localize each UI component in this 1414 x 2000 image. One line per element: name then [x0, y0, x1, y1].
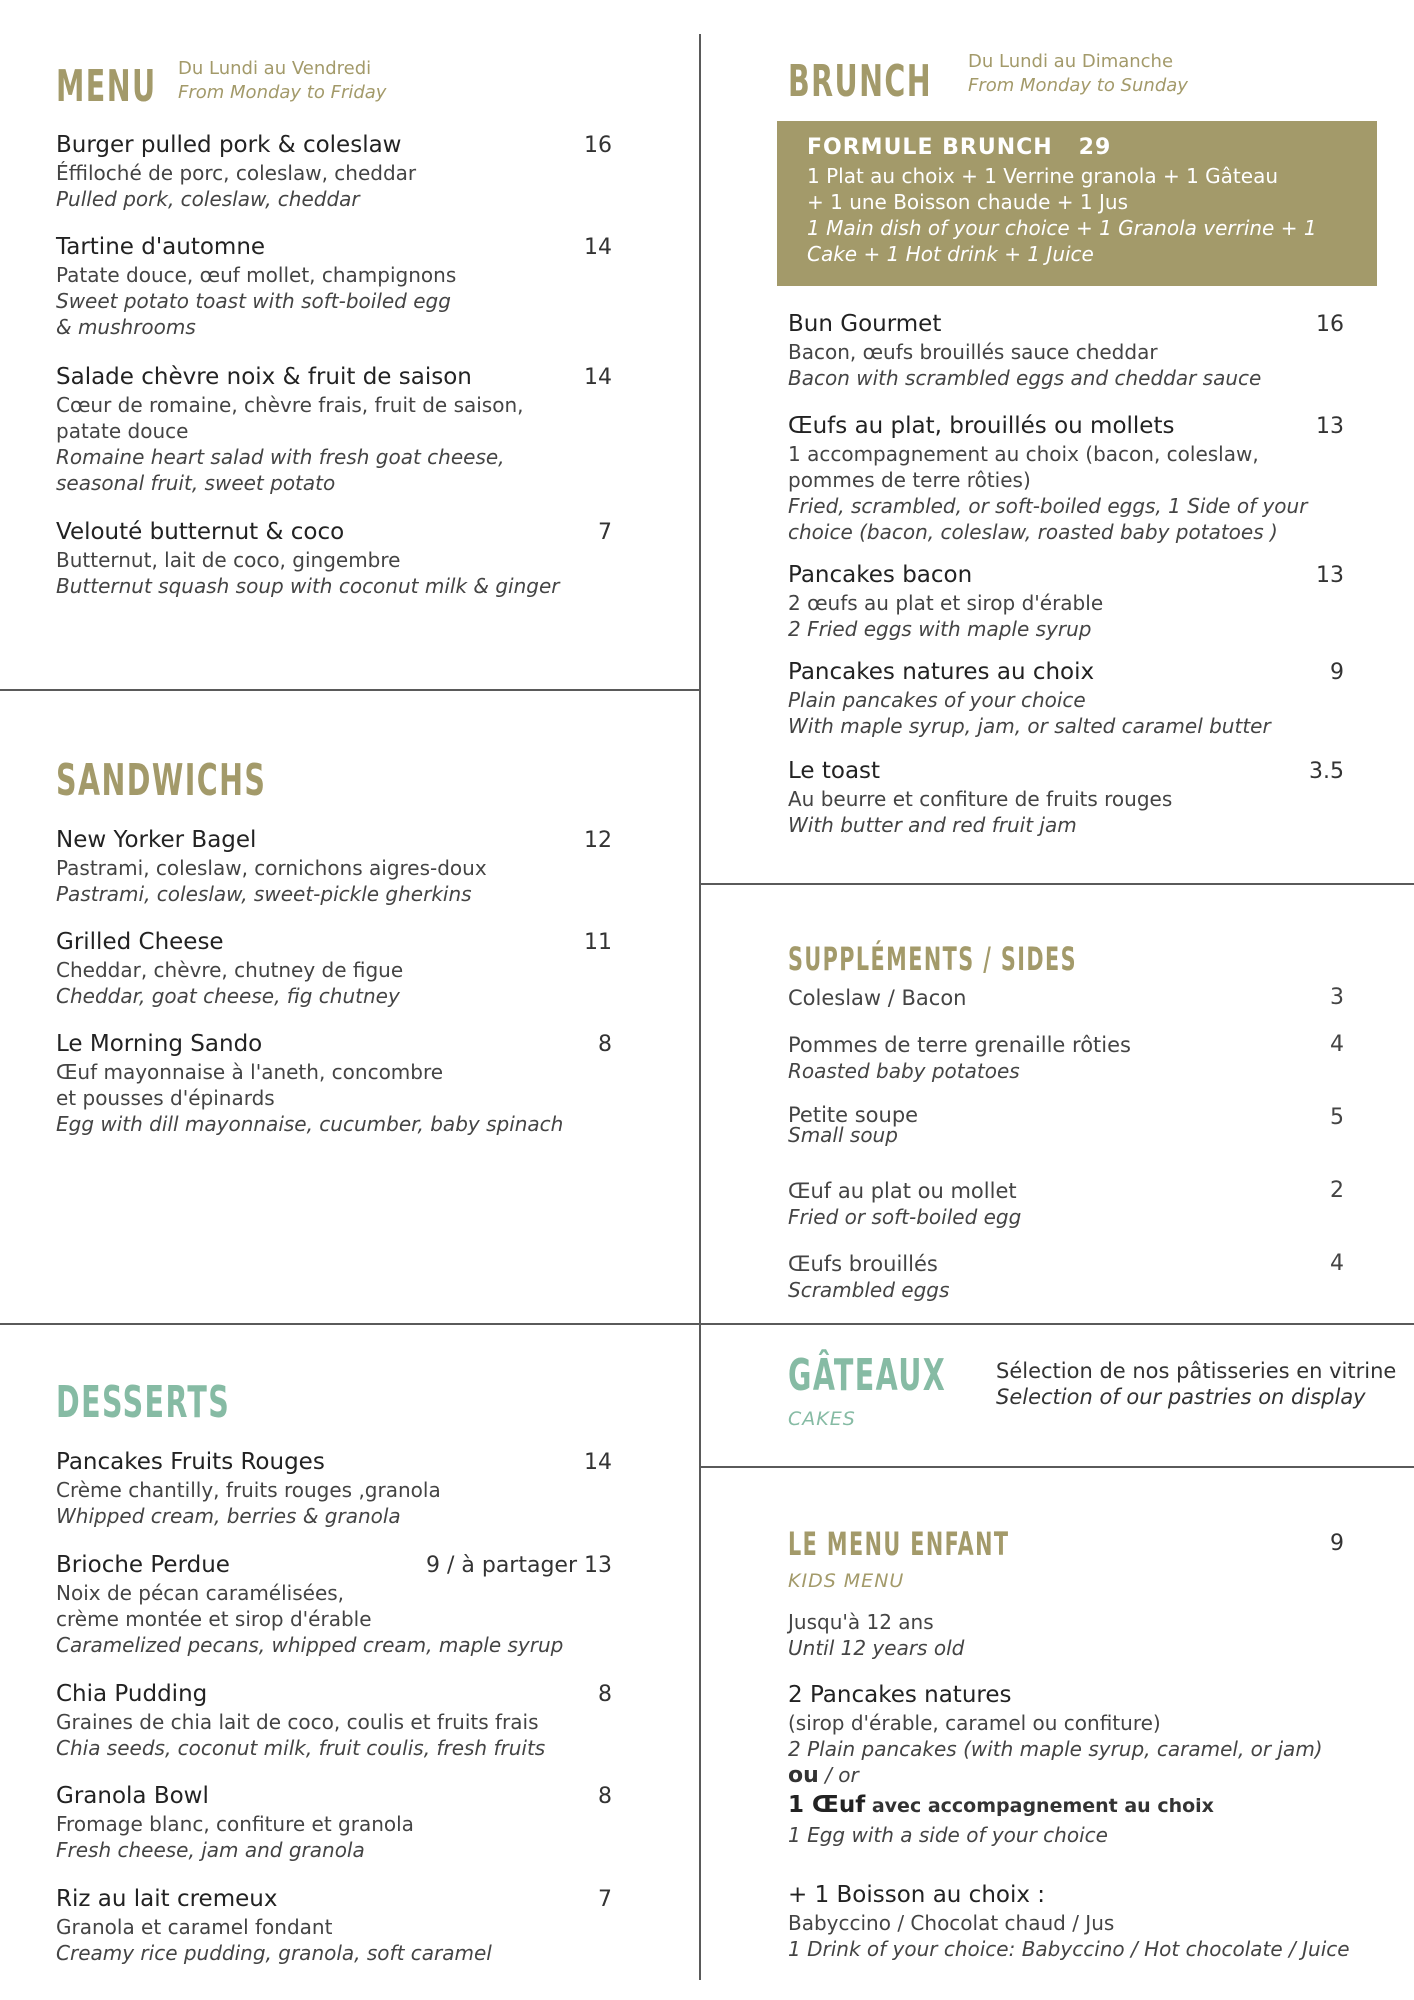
side-desc-fr: Œufs brouillés	[788, 1252, 938, 1276]
brunch-item	[788, 658, 1344, 739]
item-name: Riz au lait cremeux	[56, 1886, 278, 1912]
divider-right-1	[700, 883, 1414, 885]
item-desc-fr: patate douce	[56, 419, 189, 443]
item-price: 13	[1316, 563, 1344, 588]
item-name: Le toast	[788, 758, 881, 784]
kids-title: LE MENU ENFANT	[788, 1525, 1010, 1563]
item-desc-fr: Pastrami, coleslaw, cornichons aigres-doux	[56, 856, 487, 880]
sides-title: SUPPLÉMENTS / SIDES	[788, 940, 1078, 978]
dessert-item	[56, 1885, 612, 1966]
item-desc-fr: Noix de pécan caramélisées,	[56, 1581, 345, 1605]
gateaux-subtitle: CAKES	[788, 1408, 856, 1430]
item-desc-fr: Fromage blanc, confiture et granola	[56, 1812, 414, 1836]
item-desc-en: Egg with dill mayonnaise, cucumber, baby spinach	[56, 1112, 564, 1136]
side-item	[788, 1178, 1344, 1230]
brunch-days-fr: Du Lundi au Dimanche	[968, 51, 1174, 72]
item-desc-en: Bacon with scrambled eggs and cheddar sauce	[788, 366, 1262, 390]
divider-right-2	[700, 1323, 1414, 1325]
formule-desc-en: 1 Main dish of your choice + 1 Granola verrine + 1	[807, 216, 1317, 240]
brunch-item	[788, 412, 1344, 545]
item-desc-en: Sweet potato toast with soft-boiled egg	[56, 289, 451, 313]
side-item	[788, 1032, 1344, 1084]
sandwich-item	[56, 826, 612, 907]
item-desc-fr: et pousses d'épinards	[56, 1086, 275, 1110]
menu-item	[56, 363, 612, 496]
menu-days	[178, 57, 386, 105]
item-desc-en: & mushrooms	[56, 315, 196, 339]
item-name: New Yorker Bagel	[56, 827, 257, 853]
kids-subtitle: KIDS MENU	[788, 1570, 905, 1592]
brunch-item	[788, 561, 1344, 642]
item-price: 8	[598, 1682, 612, 1707]
item-name: Pancakes bacon	[788, 562, 973, 588]
side-price: 5	[1330, 1105, 1344, 1130]
kids-or-fr: ou	[788, 1763, 819, 1788]
gateaux-desc-en: Selection of our pastries on display	[996, 1385, 1366, 1409]
brunch-item	[788, 310, 1344, 391]
item-desc-en: Plain pancakes of your choice	[788, 688, 1086, 712]
item-desc-en: choice (bacon, coleslaw, roasted baby potatoes )	[788, 520, 1278, 544]
item-desc-fr: Cheddar, chèvre, chutney de figue	[56, 958, 404, 982]
item-name: Pancakes Fruits Rouges	[56, 1449, 325, 1475]
item-desc-en: Fried, scrambled, or soft-boiled eggs, 1 Side of your	[788, 494, 1308, 518]
item-desc-fr: pommes de terre rôties)	[788, 468, 1031, 492]
item-price: 8	[598, 1784, 612, 1809]
item-name: Salade chèvre noix & fruit de saison	[56, 364, 472, 390]
item-name: Granola Bowl	[56, 1783, 209, 1809]
side-price: 3	[1330, 985, 1344, 1010]
item-price: 9	[1330, 660, 1344, 685]
kids-pancakes-en: 2 Plain pancakes (with maple syrup, caramel, or jam)	[788, 1737, 1323, 1761]
item-price: 14	[584, 235, 612, 260]
side-desc-fr: Œuf au plat ou mollet	[788, 1179, 1017, 1203]
dessert-item	[56, 1448, 612, 1529]
item-desc-en: seasonal fruit, sweet potato	[56, 471, 336, 495]
kids-drink-title: + 1 Boisson au choix :	[788, 1882, 1046, 1908]
item-desc-fr: Crème chantilly, fruits rouges ,granola	[56, 1478, 441, 1502]
kids-egg-en: 1 Egg with a side of your choice	[788, 1823, 1108, 1847]
item-price: 7	[598, 1887, 612, 1912]
kids-or	[788, 1762, 1364, 1791]
side-desc-fr: Coleslaw / Bacon	[788, 986, 967, 1010]
item-desc-en: Caramelized pecans, whipped cream, maple syrup	[56, 1633, 564, 1657]
item-desc-fr: Cœur de romaine, chèvre frais, fruit de saison,	[56, 393, 524, 417]
item-price: 12	[584, 828, 612, 853]
item-name: Velouté butternut & coco	[56, 519, 345, 545]
item-price: 9 / à partager 13	[425, 1553, 612, 1578]
item-desc-fr: Butternut, lait de coco, gingembre	[56, 548, 401, 572]
brunch-item	[788, 757, 1344, 838]
menu-item	[56, 518, 612, 599]
formule-desc-en: Cake + 1 Hot drink + 1 Juice	[807, 242, 1094, 266]
kids-or-en: / or	[818, 1763, 859, 1787]
item-desc-fr: Éffiloché de porc, coleslaw, cheddar	[56, 161, 417, 185]
side-item	[788, 1251, 1344, 1303]
gateaux-desc	[996, 1358, 1396, 1410]
side-desc-en: Roasted baby potatoes	[788, 1059, 1020, 1083]
item-name: Œufs au plat, brouillés ou mollets	[788, 413, 1175, 439]
side-desc-en: Small soup	[788, 1123, 898, 1147]
item-desc-en: Fresh cheese, jam and granola	[56, 1838, 365, 1862]
kids-age-en: Until 12 years old	[788, 1636, 965, 1660]
item-desc-fr: crème montée et sirop d'érable	[56, 1607, 372, 1631]
kids-pancakes: 2 Pancakes natures	[788, 1682, 1012, 1708]
menu-item	[56, 131, 612, 212]
divider-left-1	[0, 689, 700, 691]
side-desc-en: Fried or soft-boiled egg	[788, 1205, 1022, 1229]
desserts-title: DESSERTS	[56, 1377, 231, 1428]
item-price: 7	[598, 520, 612, 545]
item-name: Chia Pudding	[56, 1681, 208, 1707]
side-desc-en: Scrambled eggs	[788, 1278, 950, 1302]
side-price: 2	[1330, 1178, 1344, 1203]
item-desc-fr: Œuf mayonnaise à l'aneth, concombre	[56, 1060, 444, 1084]
gateaux-desc-fr: Sélection de nos pâtisseries en vitrine	[996, 1359, 1397, 1383]
item-desc-en: Creamy rice pudding, granola, soft caramel	[56, 1941, 492, 1965]
gateaux-title: GÂTEAUX	[788, 1350, 947, 1401]
menu-days-fr: Du Lundi au Vendredi	[178, 58, 372, 79]
item-desc-en: 2 Fried eggs with maple syrup	[788, 617, 1092, 641]
dessert-item	[56, 1680, 612, 1761]
item-desc-fr: Granola et caramel fondant	[56, 1915, 333, 1939]
item-price: 11	[584, 930, 612, 955]
sandwich-item	[56, 1030, 612, 1137]
item-price: 8	[598, 1032, 612, 1057]
item-price: 13	[1316, 414, 1344, 439]
item-desc-en: Butternut squash soup with coconut milk & ginger	[56, 574, 560, 598]
menu-title: MENU	[56, 61, 157, 112]
item-desc-fr: Au beurre et confiture de fruits rouges	[788, 787, 1173, 811]
sandwichs-title: SANDWICHS	[56, 755, 267, 806]
brunch-days-en: From Monday to Sunday	[968, 75, 1188, 96]
item-name: Burger pulled pork & coleslaw	[56, 132, 402, 158]
item-desc-en: Cheddar, goat cheese, fig chutney	[56, 984, 400, 1008]
item-name: Brioche Perdue	[56, 1552, 230, 1578]
item-price: 3.5	[1309, 759, 1344, 784]
divider-right-3	[700, 1466, 1414, 1468]
vertical-divider	[699, 34, 701, 1980]
item-desc-fr: 1 accompagnement au choix (bacon, coleslaw,	[788, 442, 1259, 466]
gateaux-section	[788, 1350, 1398, 1450]
formule-desc-fr: + 1 une Boisson chaude + 1 Jus	[807, 190, 1128, 214]
kids-drink-fr: Babyccino / Chocolat chaud / Jus	[788, 1911, 1115, 1935]
item-desc-en: With maple syrup, jam, or salted caramel butter	[788, 714, 1271, 738]
kids-option-pancakes	[788, 1681, 1364, 1848]
item-desc-fr: Patate douce, œuf mollet, champignons	[56, 263, 457, 287]
kids-age-fr: Jusqu'à 12 ans	[788, 1610, 934, 1634]
kids-age	[788, 1609, 1344, 1661]
item-desc-en: Whipped cream, berries & granola	[56, 1504, 401, 1528]
item-desc-en: Chia seeds, coconut milk, fruit coulis, fresh fruits	[56, 1736, 546, 1760]
kids-price: 9	[1330, 1531, 1344, 1556]
item-desc-fr: Bacon, œufs brouillés sauce cheddar	[788, 340, 1158, 364]
formule-desc-fr: 1 Plat au choix + 1 Verrine granola + 1 Gâteau	[807, 164, 1279, 188]
kids-drink-en: 1 Drink of your choice: Babyccino / Hot chocolate / Juice	[788, 1937, 1350, 1961]
item-desc-fr: 2 œufs au plat et sirop d'érable	[788, 591, 1104, 615]
item-desc-en: Pastrami, coleslaw, sweet-pickle gherkins	[56, 882, 472, 906]
item-name: Pancakes natures au choix	[788, 659, 1095, 685]
formule-title: FORMULE BRUNCH 29	[807, 135, 1112, 160]
item-name: Bun Gourmet	[788, 311, 942, 337]
item-name: Grilled Cheese	[56, 929, 224, 955]
side-item	[788, 985, 1344, 1011]
divider-left-2	[0, 1323, 700, 1325]
item-price: 14	[584, 1450, 612, 1475]
kids-drink	[788, 1881, 1374, 1962]
side-desc-fr: Pommes de terre grenaille rôties	[788, 1033, 1131, 1057]
dessert-item	[56, 1782, 612, 1863]
side-item	[788, 1105, 1344, 1145]
menu-item	[56, 233, 612, 340]
kids-egg-line	[788, 1791, 1364, 1822]
menu-days-en: From Monday to Friday	[178, 82, 387, 103]
item-price: 14	[584, 365, 612, 390]
brunch-title: BRUNCH	[788, 56, 933, 107]
dessert-item	[56, 1551, 612, 1658]
side-price: 4	[1330, 1032, 1344, 1057]
item-desc-en: Pulled pork, coleslaw, cheddar	[56, 187, 360, 211]
side-price: 4	[1330, 1251, 1344, 1276]
item-desc-en: Romaine heart salad with fresh goat cheese,	[56, 445, 505, 469]
item-desc-fr: Graines de chia lait de coco, coulis et fruits frais	[56, 1710, 539, 1734]
kids-egg-fr: avec accompagnement au choix	[865, 1795, 1214, 1817]
brunch-days	[968, 50, 1188, 98]
item-desc-en: With butter and red fruit jam	[788, 813, 1077, 837]
formule-brunch-box	[777, 121, 1377, 286]
item-name: Tartine d'automne	[56, 234, 266, 260]
side-desc-fr: Petite soupe	[788, 1103, 919, 1127]
item-price: 16	[584, 133, 612, 158]
kids-egg: 1 Œuf	[788, 1792, 866, 1818]
sandwich-item	[56, 928, 612, 1009]
item-name: Le Morning Sando	[56, 1031, 263, 1057]
item-price: 16	[1316, 312, 1344, 337]
kids-pancakes-fr: (sirop d'érable, caramel ou confiture)	[788, 1711, 1161, 1735]
